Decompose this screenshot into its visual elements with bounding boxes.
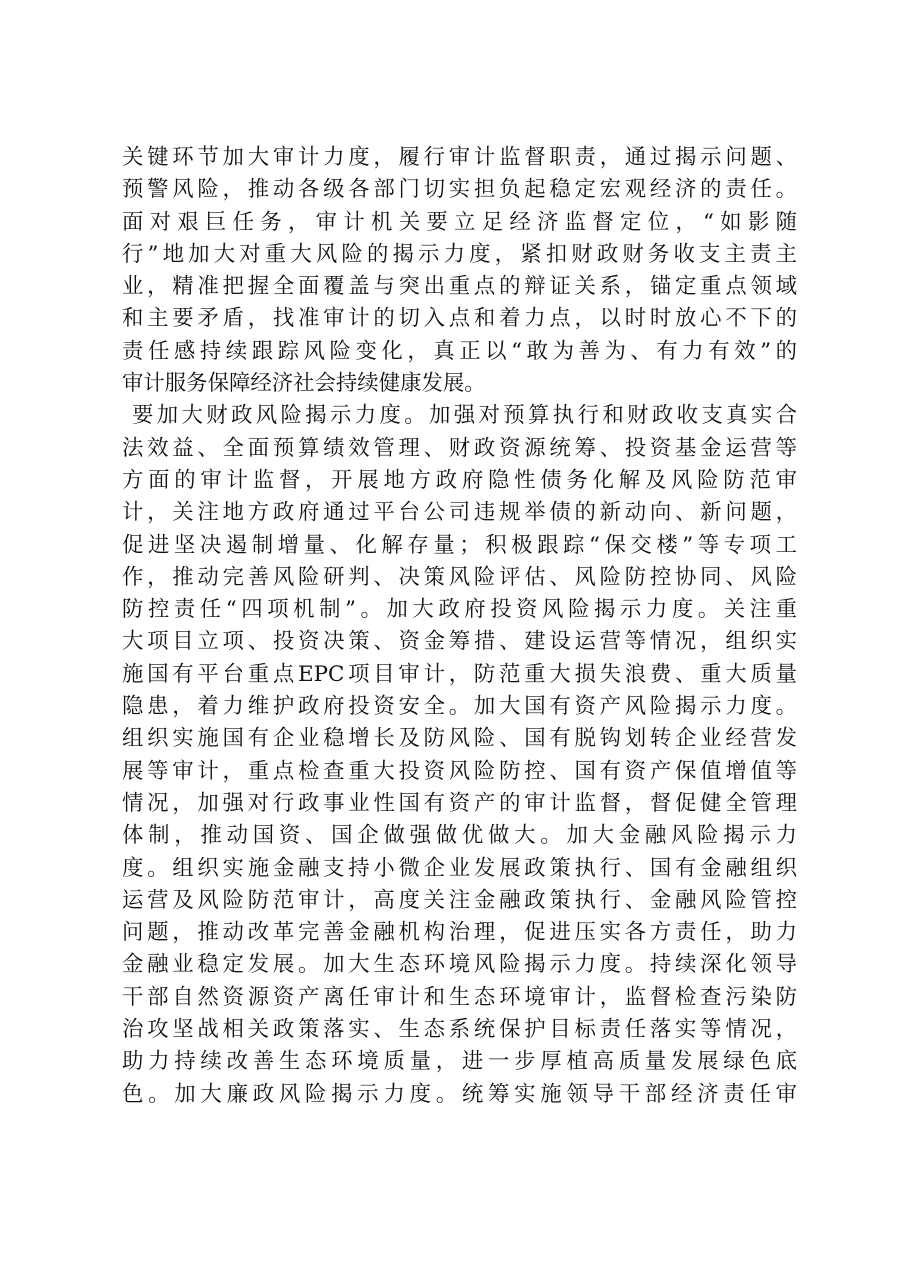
text-line: 干部自然资源资产离任审计和生态环境审计，监督检查污染防 (122, 984, 797, 1010)
text-line: 责任感持续跟踪风险变化，真正以“敢为善为、有力有效”的 (122, 338, 797, 364)
text-line: 业，精准把握全面覆盖与突出重点的辩证关系，锚定重点领域 (122, 274, 797, 300)
text-line: 问题，推动改革完善金融机构治理，促进压实各方责任，助力 (122, 920, 797, 946)
text-line: 色。加大廉政风险揭示力度。统筹实施领导干部经济责任审 (122, 1081, 797, 1107)
text-line: 预警风险，推动各级各部门切实担负起稳定宏观经济的责任。 (122, 177, 797, 203)
text-line: 作，推动完善风险研判、决策风险评估、风险防控协同、风险 (122, 564, 797, 590)
text-line: 金融业稳定发展。加大生态环境风险揭示力度。持续深化领导 (122, 952, 797, 978)
text-line: 促进坚决遏制增量、化解存量；积极跟踪“保交楼”等专项工 (122, 532, 797, 558)
text-line: 施国有平台重点EPC项目审计，防范重大损失浪费、重大质量 (122, 661, 797, 687)
text-line: 关键环节加大审计力度，履行审计监督职责，通过揭示问题、 (122, 145, 797, 170)
text-line: 方面的审计监督，开展地方政府隐性债务化解及风险防范审 (122, 467, 797, 493)
text-line: 治攻坚战相关政策落实、生态系统保护目标责任落实等情况， (122, 1017, 797, 1043)
text-line: 要加大财政风险揭示力度。加强对预算执行和财政收支真实合 (132, 403, 797, 429)
text-line: 审计服务保障经济社会持续健康发展。 (122, 371, 486, 397)
text-line: 度。组织实施金融支持小微企业发展政策执行、国有金融组织 (122, 855, 797, 881)
body-text (122, 142, 797, 1111)
text-line: 行”地加大对重大风险的揭示力度，紧扣财政财务收支主责主 (122, 241, 797, 267)
text-line: 面对艰巨任务，审计机关要立足经济监督定位，“如影随 (122, 209, 797, 235)
text-line: 防控责任“四项机制”。加大政府投资风险揭示力度。关注重 (122, 597, 797, 623)
text-line: 情况，加强对行政事业性国有资产的审计监督，督促健全管理 (122, 790, 797, 816)
text-line: 大项目立项、投资决策、资金筹措、建设运营等情况，组织实 (122, 629, 797, 655)
text-line: 隐患，着力维护政府投资安全。加大国有资产风险揭示力度。 (122, 694, 797, 720)
text-line: 体制，推动国资、国企做强做优做大。加大金融风险揭示力 (122, 823, 797, 849)
text-line: 组织实施国有企业稳增长及防风险、国有脱钩划转企业经营发 (122, 726, 797, 752)
text-line: 法效益、全面预算绩效管理、财政资源统筹、投资基金运营等 (122, 435, 797, 461)
text-line: 运营及风险防范审计，高度关注金融政策执行、金融风险管控 (122, 887, 797, 913)
text-line: 展等审计，重点检查重大投资风险防控、国有资产保值增值等 (122, 758, 797, 784)
text-line: 助力持续改善生态环境质量，进一步厚植高质量发展绿色底 (122, 1049, 797, 1075)
text-line: 计，关注地方政府通过平台公司违规举债的新动向、新问题， (122, 500, 797, 526)
text-line: 和主要矛盾，找准审计的切入点和着力点，以时时放心不下的 (122, 306, 797, 332)
